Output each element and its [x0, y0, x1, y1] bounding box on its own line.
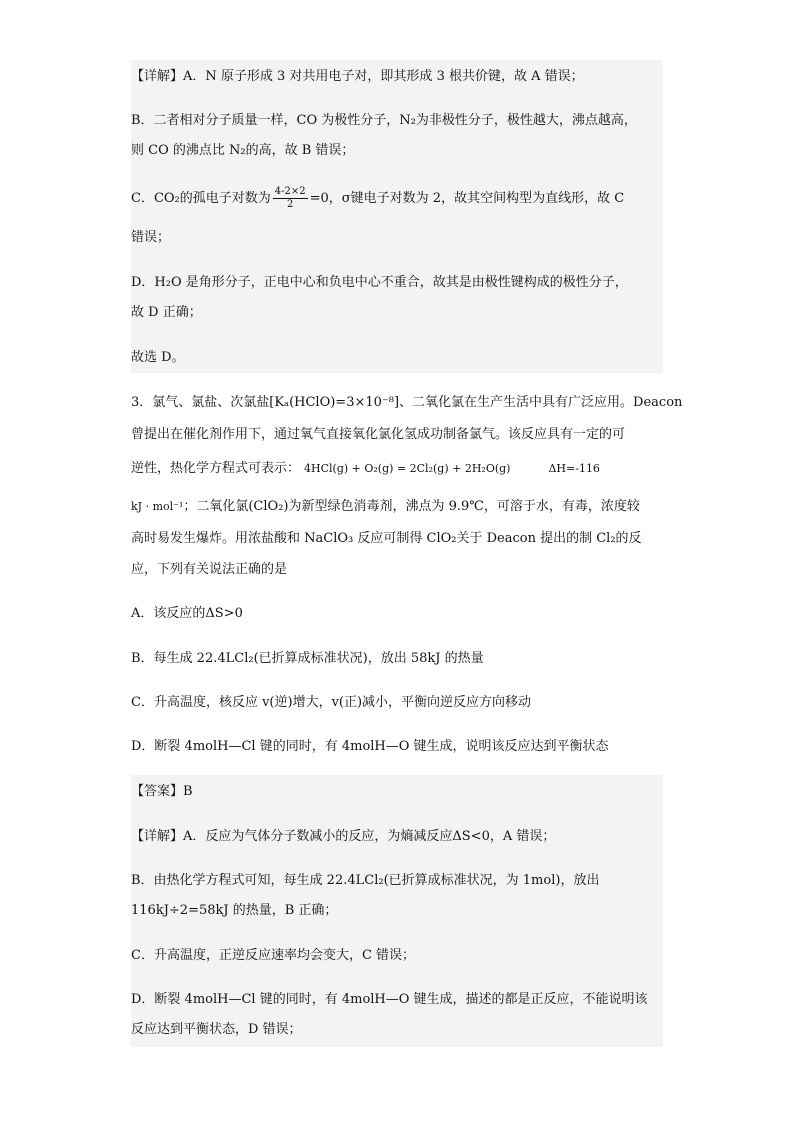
explanation-box-1: [131, 60, 663, 373]
question-3-line-1: 3．氯气、氯盐、次氯盐[Kₐ(HClO)=3×10⁻⁸]、二氧化氯在生产生活中具有广泛应用。Deacon: [131, 395, 683, 410]
explanation-2-line-4: C．升高温度，正逆反应速率均会变大，C 错误；: [131, 948, 416, 963]
question-3-line-5: 高时易发生爆炸。用浓盐酸和 NaClO₃ 反应可制得 ClO₂关于 Deacon 提出的制 Cl₂的反: [131, 531, 642, 546]
explanation-2-line-6: 反应达到平衡状态，D 错误；: [131, 1022, 302, 1037]
explanation-1-line-7: 故 D 正确；: [131, 305, 202, 320]
question-3-line-3-start: 逆性，热化学方程式可表示：: [131, 461, 301, 476]
option-b: B．每生成 22.4LCl₂(已折算成标准状况)，放出 58kJ 的热量: [131, 651, 484, 666]
fraction: [273, 186, 308, 211]
explanation-1-line-3: 则 CO 的沸点比 N₂的高，故 B 错误；: [131, 143, 355, 158]
explanation-1-line-4: [131, 186, 671, 211]
enthalpy-value: ΔH=-116: [548, 462, 600, 475]
option-d: D．断裂 4molH—Cl 键的同时，有 4molH—O 键生成，说明该反应达到平衡状态: [131, 739, 609, 754]
explanation-1-line-4-start: C．CO₂的孤电子对数为: [131, 191, 271, 206]
explanation-1-line-6: D．H₂O 是角形分子，正电中心和负电中心不重合，故其是由极性键构成的极性分子，: [131, 275, 628, 290]
enthalpy-unit: kJ · mol⁻¹: [131, 500, 184, 513]
question-3-line-4: [131, 497, 671, 517]
option-a: A．该反应的ΔS>0: [131, 606, 243, 621]
question-3-line-3: [131, 459, 671, 479]
fraction-numerator: 4-2×2: [274, 186, 306, 197]
explanation-2-line-5: D．断裂 4molH—Cl 键的同时，有 4molH—O 键生成，描述的都是正反应，不能说明该: [131, 992, 648, 1007]
explanation-2-line-3: 116kJ÷2=58kJ 的热量，B 正确；: [131, 903, 338, 918]
thermochemical-equation: 4HCl(g) + O₂(g) = 2Cl₂(g) + 2H₂O(g): [304, 462, 511, 475]
explanation-1-line-1: 【详解】A．N 原子形成 3 对共用电子对，即其形成 3 根共价键，故 A 错误；: [131, 69, 584, 84]
explanation-2-line-1: 【详解】A．反应为气体分子数减小的反应，为熵减反应ΔS<0，A 错误；: [131, 829, 556, 844]
explanation-1-line-5: 错误；: [131, 230, 171, 245]
explanation-2-line-2: B．由热化学方程式可知，每生成 22.4LCl₂(已折算成标准状况，为 1mol)，放出: [131, 873, 600, 888]
question-3-line-2: 曾提出在催化剂作用下，通过氧气直接氧化氯化氢成功制备氯气。该反应具有一定的可: [131, 427, 626, 442]
explanation-1-line-4-end: =0，σ键电子对数为 2，故其空间构型为直线形，故 C: [309, 191, 625, 206]
question-3-line-4-text: ；二氧化氯(ClO₂)为新型绿色消毒剂，沸点为 9.9℃，可溶于水，有毒，浓度较: [183, 499, 640, 514]
fraction-denominator: 2: [287, 199, 294, 210]
explanation-1-line-2: B．二者相对分子质量一样，CO 为极性分子，N₂为非极性分子，极性越大，沸点越高，: [131, 113, 637, 128]
answer-line: 【答案】B: [131, 784, 193, 799]
explanation-1-line-8: 故选 D。: [131, 350, 185, 365]
option-c: C．升高温度，核反应 v(逆)增大，v(正)减小，平衡向逆反应方向移动: [131, 695, 532, 710]
question-3-line-6: 应，下列有关说法正确的是: [131, 562, 288, 577]
